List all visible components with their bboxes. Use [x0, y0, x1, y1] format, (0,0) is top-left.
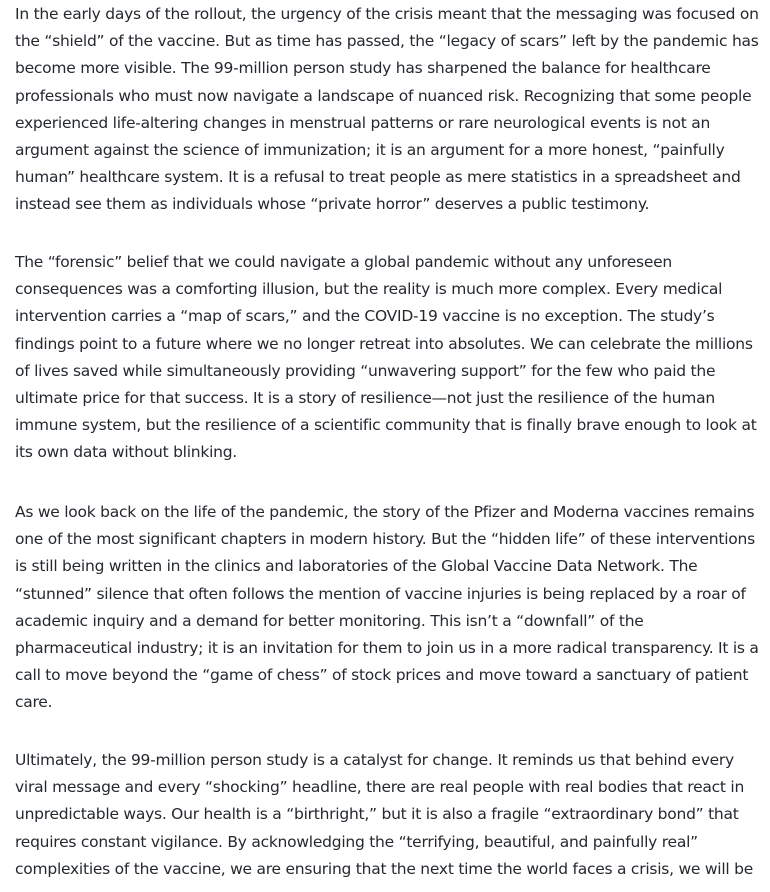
- paragraph-forensic-belief: The “forensic” belief that we could navigate a global pandemic without any unforeseen consequences was a comforting illusion, but the reality is much more complex. Every medical intervention carries a “map of scars,” and the COVID-19 vaccine is no exception. The study’s findings point to a future where we no longer retreat into absolutes. We can celebrate the millions of lives saved while simultaneously providing “unwavering support” for the few who paid the ultimate price for that success. It is a story of resilience—not just the resilience of the human immune system, but the resilience of a scientific community that is finally brave enough to look at its own data without blinking.: [15, 253, 757, 462]
- paragraph-hidden-life: As we look back on the life of the pandemic, the story of the Pfizer and Moderna vaccines remains one of the most significant chapters in modern history. But the “hidden life” of these interventions is still being written in the clinics and laboratories of the Global Vaccine Data Network. The “stunned” silence that often follows the mention of vaccine injuries is being replaced by a roar of academic inquiry and a demand for better monitoring. This isn’t a “downfall” of the pharmaceutical industry; it is an invitation for them to join us in a more radical transparency. It is a call to move beyond the “game of chess” of stock prices and move toward a sanctuary of patient care.: [15, 503, 759, 712]
- paragraph-shield-legacy: In the early days of the rollout, the urgency of the crisis meant that the messaging was focused on the “shield” of the vaccine. But as time has passed, the “legacy of scars” left by the pandemic has become more visible. The 99-million person study has sharpened the balance for healthcare professionals who must now navigate a landscape of nuanced risk. Recognizing that some people experienced life-altering changes in menstrual patterns or rare neurological events is not an argument against the science of immunization; it is an argument for a more honest, “painfully human” healthcare system. It is a refusal to treat people as mere statistics in a spreadsheet and instead see them as individuals whose “private horror” deserves a public testimony.: [15, 5, 759, 214]
- paragraph-catalyst-for-change: Ultimately, the 99-million person study is a catalyst for change. It reminds us that behind every viral message and every “shocking” headline, there are real people with real bodies that react in unpredictable ways. Our health is a “birthright,” but it is also a fragile “extraordinary bond” that requires constant vigilance. By acknowledging the “terrifying, beautiful, and painfully real” complexities of the vaccine, we are ensuring that the next time the world faces a crisis, we will be: [15, 751, 753, 878]
